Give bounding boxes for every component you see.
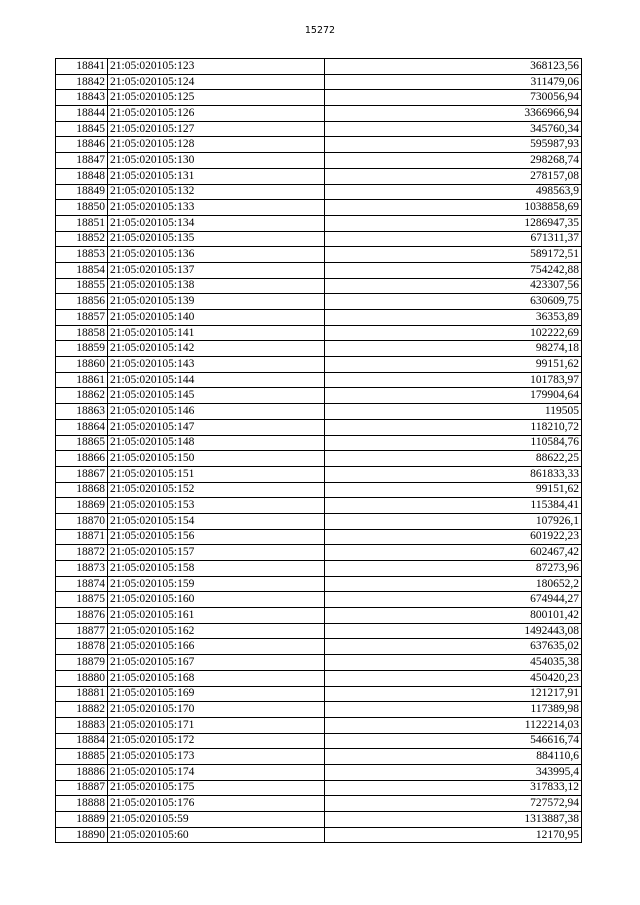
cadastral-number-cell: 21:05:020105:151 xyxy=(108,466,325,482)
cadastral-value-cell: 727572,94 xyxy=(325,796,582,812)
cadastral-value-cell: 110584,76 xyxy=(325,435,582,451)
cadastral-number-cell: 21:05:020105:170 xyxy=(108,702,325,718)
table-row xyxy=(56,231,582,247)
cadastral-value-cell: 601922,23 xyxy=(325,529,582,545)
row-number-cell: 18878 xyxy=(56,639,108,655)
cadastral-value-cell: 102222,69 xyxy=(325,325,582,341)
table-row xyxy=(56,812,582,828)
table-row xyxy=(56,702,582,718)
cadastral-value-cell: 498563,9 xyxy=(325,184,582,200)
table-row xyxy=(56,90,582,106)
cadastral-number-cell: 21:05:020105:140 xyxy=(108,310,325,326)
cadastral-number-cell: 21:05:020105:150 xyxy=(108,451,325,467)
cadastral-value-cell: 115384,41 xyxy=(325,498,582,514)
table-row xyxy=(56,357,582,373)
row-number-cell: 18885 xyxy=(56,749,108,765)
cadastral-number-cell: 21:05:020105:134 xyxy=(108,215,325,231)
cadastral-value-cell: 118210,72 xyxy=(325,419,582,435)
row-number-cell: 18865 xyxy=(56,435,108,451)
cadastral-value-cell: 800101,42 xyxy=(325,608,582,624)
row-number-cell: 18873 xyxy=(56,561,108,577)
table-row xyxy=(56,168,582,184)
cadastral-number-cell: 21:05:020105:169 xyxy=(108,686,325,702)
cadastral-number-cell: 21:05:020105:136 xyxy=(108,247,325,263)
table-row xyxy=(56,262,582,278)
table-row xyxy=(56,639,582,655)
cadastral-value-cell: 36353,89 xyxy=(325,310,582,326)
cadastral-value-table xyxy=(55,58,582,843)
row-number-cell: 18856 xyxy=(56,294,108,310)
row-number-cell: 18889 xyxy=(56,812,108,828)
cadastral-value-cell: 1286947,35 xyxy=(325,215,582,231)
row-number-cell: 18884 xyxy=(56,733,108,749)
table-row xyxy=(56,827,582,843)
cadastral-number-cell: 21:05:020105:172 xyxy=(108,733,325,749)
row-number-cell: 18841 xyxy=(56,59,108,75)
cadastral-value-cell: 637635,02 xyxy=(325,639,582,655)
row-number-cell: 18849 xyxy=(56,184,108,200)
row-number-cell: 18855 xyxy=(56,278,108,294)
cadastral-value-cell: 754242,88 xyxy=(325,262,582,278)
cadastral-value-cell: 3366966,94 xyxy=(325,106,582,122)
cadastral-value-cell: 589172,51 xyxy=(325,247,582,263)
table-row xyxy=(56,670,582,686)
row-number-cell: 18857 xyxy=(56,310,108,326)
cadastral-value-cell: 107926,1 xyxy=(325,513,582,529)
cadastral-number-cell: 21:05:020105:156 xyxy=(108,529,325,545)
row-number-cell: 18881 xyxy=(56,686,108,702)
table-row xyxy=(56,59,582,75)
row-number-cell: 18863 xyxy=(56,404,108,420)
table-row xyxy=(56,717,582,733)
row-number-cell: 18868 xyxy=(56,482,108,498)
cadastral-number-cell: 21:05:020105:137 xyxy=(108,262,325,278)
cadastral-value-cell: 595987,93 xyxy=(325,137,582,153)
cadastral-number-cell: 21:05:020105:176 xyxy=(108,796,325,812)
table-row xyxy=(56,341,582,357)
table-row xyxy=(56,215,582,231)
cadastral-number-cell: 21:05:020105:175 xyxy=(108,780,325,796)
row-number-cell: 18866 xyxy=(56,451,108,467)
table-row xyxy=(56,545,582,561)
row-number-cell: 18879 xyxy=(56,655,108,671)
cadastral-number-cell: 21:05:020105:145 xyxy=(108,388,325,404)
table-row xyxy=(56,561,582,577)
row-number-cell: 18871 xyxy=(56,529,108,545)
cadastral-number-cell: 21:05:020105:141 xyxy=(108,325,325,341)
table-row xyxy=(56,655,582,671)
cadastral-number-cell: 21:05:020105:171 xyxy=(108,717,325,733)
table-row xyxy=(56,576,582,592)
cadastral-number-cell: 21:05:020105:144 xyxy=(108,372,325,388)
row-number-cell: 18890 xyxy=(56,827,108,843)
table-row xyxy=(56,749,582,765)
cadastral-number-cell: 21:05:020105:143 xyxy=(108,357,325,373)
table-row xyxy=(56,388,582,404)
row-number-cell: 18845 xyxy=(56,121,108,137)
table-row xyxy=(56,780,582,796)
row-number-cell: 18846 xyxy=(56,137,108,153)
table-row xyxy=(56,733,582,749)
cadastral-value-cell: 121217,91 xyxy=(325,686,582,702)
cadastral-value-cell: 454035,38 xyxy=(325,655,582,671)
table-row xyxy=(56,623,582,639)
cadastral-number-cell: 21:05:020105:128 xyxy=(108,137,325,153)
row-number-cell: 18883 xyxy=(56,717,108,733)
cadastral-value-cell: 884110,6 xyxy=(325,749,582,765)
cadastral-value-cell: 1038858,69 xyxy=(325,200,582,216)
table-row xyxy=(56,686,582,702)
cadastral-value-cell: 311479,06 xyxy=(325,74,582,90)
row-number-cell: 18843 xyxy=(56,90,108,106)
cadastral-number-cell: 21:05:020105:157 xyxy=(108,545,325,561)
row-number-cell: 18859 xyxy=(56,341,108,357)
cadastral-number-cell: 21:05:020105:174 xyxy=(108,764,325,780)
table-row xyxy=(56,153,582,169)
cadastral-value-cell: 345760,34 xyxy=(325,121,582,137)
cadastral-value-cell: 12170,95 xyxy=(325,827,582,843)
cadastral-value-cell: 671311,37 xyxy=(325,231,582,247)
row-number-cell: 18875 xyxy=(56,592,108,608)
table-row xyxy=(56,796,582,812)
table-row xyxy=(56,404,582,420)
table-row xyxy=(56,247,582,263)
row-number-cell: 18853 xyxy=(56,247,108,263)
cadastral-number-cell: 21:05:020105:160 xyxy=(108,592,325,608)
row-number-cell: 18862 xyxy=(56,388,108,404)
row-number-cell: 18851 xyxy=(56,215,108,231)
cadastral-value-cell: 1492443,08 xyxy=(325,623,582,639)
cadastral-number-cell: 21:05:020105:127 xyxy=(108,121,325,137)
cadastral-number-cell: 21:05:020105:132 xyxy=(108,184,325,200)
row-number-cell: 18869 xyxy=(56,498,108,514)
cadastral-value-cell: 861833,33 xyxy=(325,466,582,482)
cadastral-value-cell: 179904,64 xyxy=(325,388,582,404)
table-body xyxy=(56,59,582,843)
cadastral-value-cell: 1313887,38 xyxy=(325,812,582,828)
row-number-cell: 18876 xyxy=(56,608,108,624)
table-row xyxy=(56,294,582,310)
row-number-cell: 18864 xyxy=(56,419,108,435)
cadastral-value-cell: 450420,23 xyxy=(325,670,582,686)
cadastral-value-cell: 98274,18 xyxy=(325,341,582,357)
cadastral-number-cell: 21:05:020105:135 xyxy=(108,231,325,247)
cadastral-value-cell: 343995,4 xyxy=(325,764,582,780)
row-number-cell: 18850 xyxy=(56,200,108,216)
table-row xyxy=(56,310,582,326)
cadastral-number-cell: 21:05:020105:123 xyxy=(108,59,325,75)
row-number-cell: 18848 xyxy=(56,168,108,184)
cadastral-number-cell: 21:05:020105:130 xyxy=(108,153,325,169)
row-number-cell: 18844 xyxy=(56,106,108,122)
table-row xyxy=(56,74,582,90)
cadastral-number-cell: 21:05:020105:168 xyxy=(108,670,325,686)
cadastral-number-cell: 21:05:020105:152 xyxy=(108,482,325,498)
table-row xyxy=(56,419,582,435)
table-row xyxy=(56,608,582,624)
cadastral-value-cell: 101783,97 xyxy=(325,372,582,388)
table-row xyxy=(56,513,582,529)
table-row xyxy=(56,106,582,122)
cadastral-value-cell: 180652,2 xyxy=(325,576,582,592)
cadastral-value-cell: 99151,62 xyxy=(325,357,582,373)
cadastral-value-cell: 602467,42 xyxy=(325,545,582,561)
cadastral-value-cell: 87273,96 xyxy=(325,561,582,577)
cadastral-number-cell: 21:05:020105:139 xyxy=(108,294,325,310)
cadastral-number-cell: 21:05:020105:125 xyxy=(108,90,325,106)
table-row xyxy=(56,184,582,200)
row-number-cell: 18872 xyxy=(56,545,108,561)
cadastral-number-cell: 21:05:020105:158 xyxy=(108,561,325,577)
cadastral-value-cell: 99151,62 xyxy=(325,482,582,498)
row-number-cell: 18858 xyxy=(56,325,108,341)
row-number-cell: 18886 xyxy=(56,764,108,780)
cadastral-value-cell: 278157,08 xyxy=(325,168,582,184)
cadastral-number-cell: 21:05:020105:173 xyxy=(108,749,325,765)
cadastral-number-cell: 21:05:020105:126 xyxy=(108,106,325,122)
row-number-cell: 18882 xyxy=(56,702,108,718)
table-row xyxy=(56,529,582,545)
table-row xyxy=(56,372,582,388)
cadastral-number-cell: 21:05:020105:162 xyxy=(108,623,325,639)
row-number-cell: 18854 xyxy=(56,262,108,278)
cadastral-value-cell: 88622,25 xyxy=(325,451,582,467)
row-number-cell: 18870 xyxy=(56,513,108,529)
cadastral-value-cell: 317833,12 xyxy=(325,780,582,796)
cadastral-value-cell: 368123,56 xyxy=(325,59,582,75)
row-number-cell: 18874 xyxy=(56,576,108,592)
page-number: 15272 xyxy=(304,25,336,36)
cadastral-value-cell: 546616,74 xyxy=(325,733,582,749)
cadastral-value-cell: 674944,27 xyxy=(325,592,582,608)
row-number-cell: 18880 xyxy=(56,670,108,686)
row-number-cell: 18877 xyxy=(56,623,108,639)
cadastral-number-cell: 21:05:020105:142 xyxy=(108,341,325,357)
cadastral-number-cell: 21:05:020105:161 xyxy=(108,608,325,624)
row-number-cell: 18861 xyxy=(56,372,108,388)
cadastral-number-cell: 21:05:020105:147 xyxy=(108,419,325,435)
cadastral-number-cell: 21:05:020105:138 xyxy=(108,278,325,294)
table-row xyxy=(56,764,582,780)
cadastral-number-cell: 21:05:020105:153 xyxy=(108,498,325,514)
cadastral-value-cell: 298268,74 xyxy=(325,153,582,169)
cadastral-value-cell: 730056,94 xyxy=(325,90,582,106)
row-number-cell: 18852 xyxy=(56,231,108,247)
row-number-cell: 18842 xyxy=(56,74,108,90)
table-row xyxy=(56,498,582,514)
cadastral-value-cell: 423307,56 xyxy=(325,278,582,294)
cadastral-value-cell: 1122214,03 xyxy=(325,717,582,733)
row-number-cell: 18860 xyxy=(56,357,108,373)
table-row xyxy=(56,325,582,341)
cadastral-number-cell: 21:05:020105:124 xyxy=(108,74,325,90)
table-row xyxy=(56,200,582,216)
table-row xyxy=(56,592,582,608)
cadastral-number-cell: 21:05:020105:148 xyxy=(108,435,325,451)
table-row xyxy=(56,451,582,467)
cadastral-value-cell: 119505 xyxy=(325,404,582,420)
table-row xyxy=(56,482,582,498)
row-number-cell: 18888 xyxy=(56,796,108,812)
table-row xyxy=(56,435,582,451)
cadastral-number-cell: 21:05:020105:133 xyxy=(108,200,325,216)
table-row xyxy=(56,466,582,482)
table-row xyxy=(56,137,582,153)
cadastral-number-cell: 21:05:020105:166 xyxy=(108,639,325,655)
cadastral-value-cell: 117389,98 xyxy=(325,702,582,718)
cadastral-number-cell: 21:05:020105:159 xyxy=(108,576,325,592)
cadastral-value-cell: 630609,75 xyxy=(325,294,582,310)
row-number-cell: 18867 xyxy=(56,466,108,482)
row-number-cell: 18887 xyxy=(56,780,108,796)
table-row xyxy=(56,121,582,137)
cadastral-number-cell: 21:05:020105:60 xyxy=(108,827,325,843)
cadastral-number-cell: 21:05:020105:167 xyxy=(108,655,325,671)
table-row xyxy=(56,278,582,294)
cadastral-number-cell: 21:05:020105:146 xyxy=(108,404,325,420)
cadastral-number-cell: 21:05:020105:131 xyxy=(108,168,325,184)
row-number-cell: 18847 xyxy=(56,153,108,169)
cadastral-number-cell: 21:05:020105:59 xyxy=(108,812,325,828)
cadastral-number-cell: 21:05:020105:154 xyxy=(108,513,325,529)
